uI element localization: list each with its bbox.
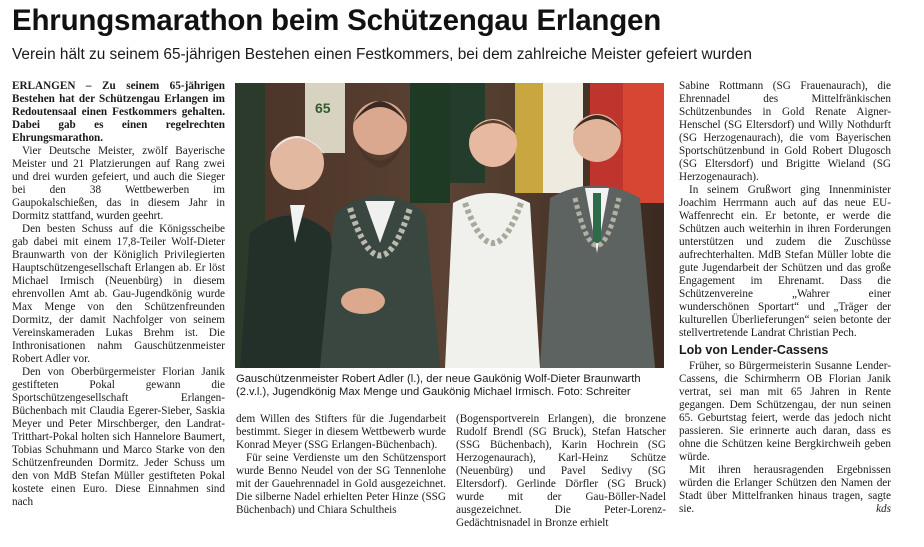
headline: Ehrungsmarathon beim Schützengau Erlangen bbox=[12, 4, 662, 37]
body-paragraph: Sabine Rottmann (SG Frauenaurach), die Ehrennadel des Mittelfränkischen Schützenbundes in Gold Renate Aigner-Henschel (SG Eltersdorf) und Willy Nothdurft (SG Herzogenaurach), die vom Bayerischen Sportschützenbund in Gold Robert Dlugosch (SG Eltersdorf) und Brigitte Wieland (SG Herzogenaurach). bbox=[679, 80, 891, 183]
body-paragraph: In seinem Grußwort ging Innenminister Joachim Herrmann auch auf das neue EU-Waffenrecht ein. Er betonte, er werde die Schützen auch weiterhin in ihren Forderungen unterstützen und zudem die Zuschüsse aufrechterhalten. MdB Stefan Müller lobte die gute Jugendarbeit der Schützen und das große Engagement im Ehrenamt. Dass die Schützenvereine „Wahrer einer wunderschönen Sportart“ und „Träger der kulturellen Überlieferungen“ seien betonte der stellvertretende Landrat Christian Pech. bbox=[679, 184, 891, 339]
article-column-1 bbox=[12, 80, 225, 545]
author-signature: kds bbox=[876, 503, 891, 515]
closing-text: Mit ihren herausragenden Ergebnissen würden die Erlanger Schützen den Namen der Stadt über Mittelfranken hinaus tragen, sagte sie. bbox=[679, 464, 891, 515]
article-photo bbox=[235, 83, 664, 368]
photo-illustration bbox=[235, 83, 664, 368]
body-paragraph bbox=[679, 464, 891, 516]
body-paragraph: dem Willen des Stifters für die Jugendarbeit bestimmt. Sieger in diesem Wettbewerb wurde Konrad Meyer (SSG Erlangen-Büchenbach). bbox=[236, 413, 446, 451]
photo-caption: Gauschützenmeister Robert Adler (l.), der neue Gaukönig Wolf-Dieter Braunwarth (2.v.l.), Jugendkönig Max Menge und Gaukönig Michael Irmisch. Foto: Schreiter bbox=[236, 373, 641, 399]
article-column-4 bbox=[679, 80, 891, 516]
wall-number: 65 bbox=[315, 100, 331, 116]
body-paragraph: Früher, so Bürgermeisterin Susanne Lender-Cassens, die Schirmherrn OB Florian Janik vertrat, sei man mit 65 Jahren in Rente gegangen. Dem Schützengau, der nun seinen 65. Geburtstag feiert, werde das jedoch nicht passieren. Sie erinnerte auch daran, dass es ohne die Schützen keine Bergkirchweih geben würde. bbox=[679, 360, 891, 463]
body-paragraph: Vier Deutsche Meister, zwölf Bayerische Meister und 21 Platzierungen auf Rang zwei und drei wurden gefeiert, und auch die Sieger bei den 38 Wettbewerben im Gaupokalschießen, das in diesem Jahr in Dormitz stattfand, wurden geehrt. bbox=[12, 145, 225, 222]
subheading: Lob von Lender-Cassens bbox=[679, 343, 829, 357]
article-column-2 bbox=[236, 413, 446, 517]
body-paragraph: Den von Oberbürgermeister Florian Janik gestifteten Pokal gewann die Sportschützengesellschaft Erlangen-Büchenbach mit Claudia Egerer-Sieber, Saskia Meyer und Peter Mirschberger, den Landrat-Tritthart-Pokal holten sich Hannelore Baumert, Tobias Schuhmann und Marco Starke von den Schützenfreunden Dormitz. Jeder Schuss um den von MdB Stefan Müller gestifteten Pokal kostete einen Euro. Diese Einnahmen sind nach bbox=[12, 366, 225, 508]
lead-paragraph: ERLANGEN – Zu seinem 65-jährigen Bestehen hat der Schützengau Erlangen im Redoutensaal einen Festkommers gehalten. Dabei gab es einen regelrechten Ehrungsmarathon. bbox=[12, 80, 225, 144]
body-paragraph: (Bogensportverein Erlangen), die bronzene Rudolf Brendl (SG Bruck), Stefan Hatscher (SSG Büchenbach), Karin Hochrein (SG Herzogenaurach), Karl-Heinz Schütze (Neuenbürg) und Pavel Sedivy (SG Eltersdorf). Gerlinde Dörfler (SG Bruck) wurde mit der Gau-Böller-Nadel ausgezeichnet. Die Peter-Lorenz-Gedächtnisnadel in Bronze erhielt bbox=[456, 413, 666, 529]
subheadline: Verein hält zu seinem 65-jährigen Bestehen einen Festkommers, bei dem zahlreiche Meister gefeiert wurden bbox=[12, 46, 752, 63]
body-paragraph: Für seine Verdienste um den Schützensport wurde Benno Neudel von der SG Tennenlohe mit der Gauehrennadel in Gold ausgezeichnet. Die silberne Nadel erhielten Peter Hinze (SSG Büchenbach) und Chiara Schultheis bbox=[236, 452, 446, 516]
body-paragraph: Den besten Schuss auf die Königsscheibe gab dabei mit einem 17,8-Teiler Wolf-Dieter Braunwarth von der Königlich Privilegierten Hauptschützengesellschaft Erlangen ab. Er löst Michael Irmisch (Neuenbürg) in diesem ehrenvollen Amt ab. Gau-Jugendkönig wurde Max Menge von den Schützenfreunden Dormitz, der damit Nachfolger von seinem Vereinskameraden Lukas Brehm ist. Die Inthronisationen nahm Gauschützenmeister Robert Adler vor. bbox=[12, 223, 225, 365]
article-column-3 bbox=[456, 413, 666, 530]
